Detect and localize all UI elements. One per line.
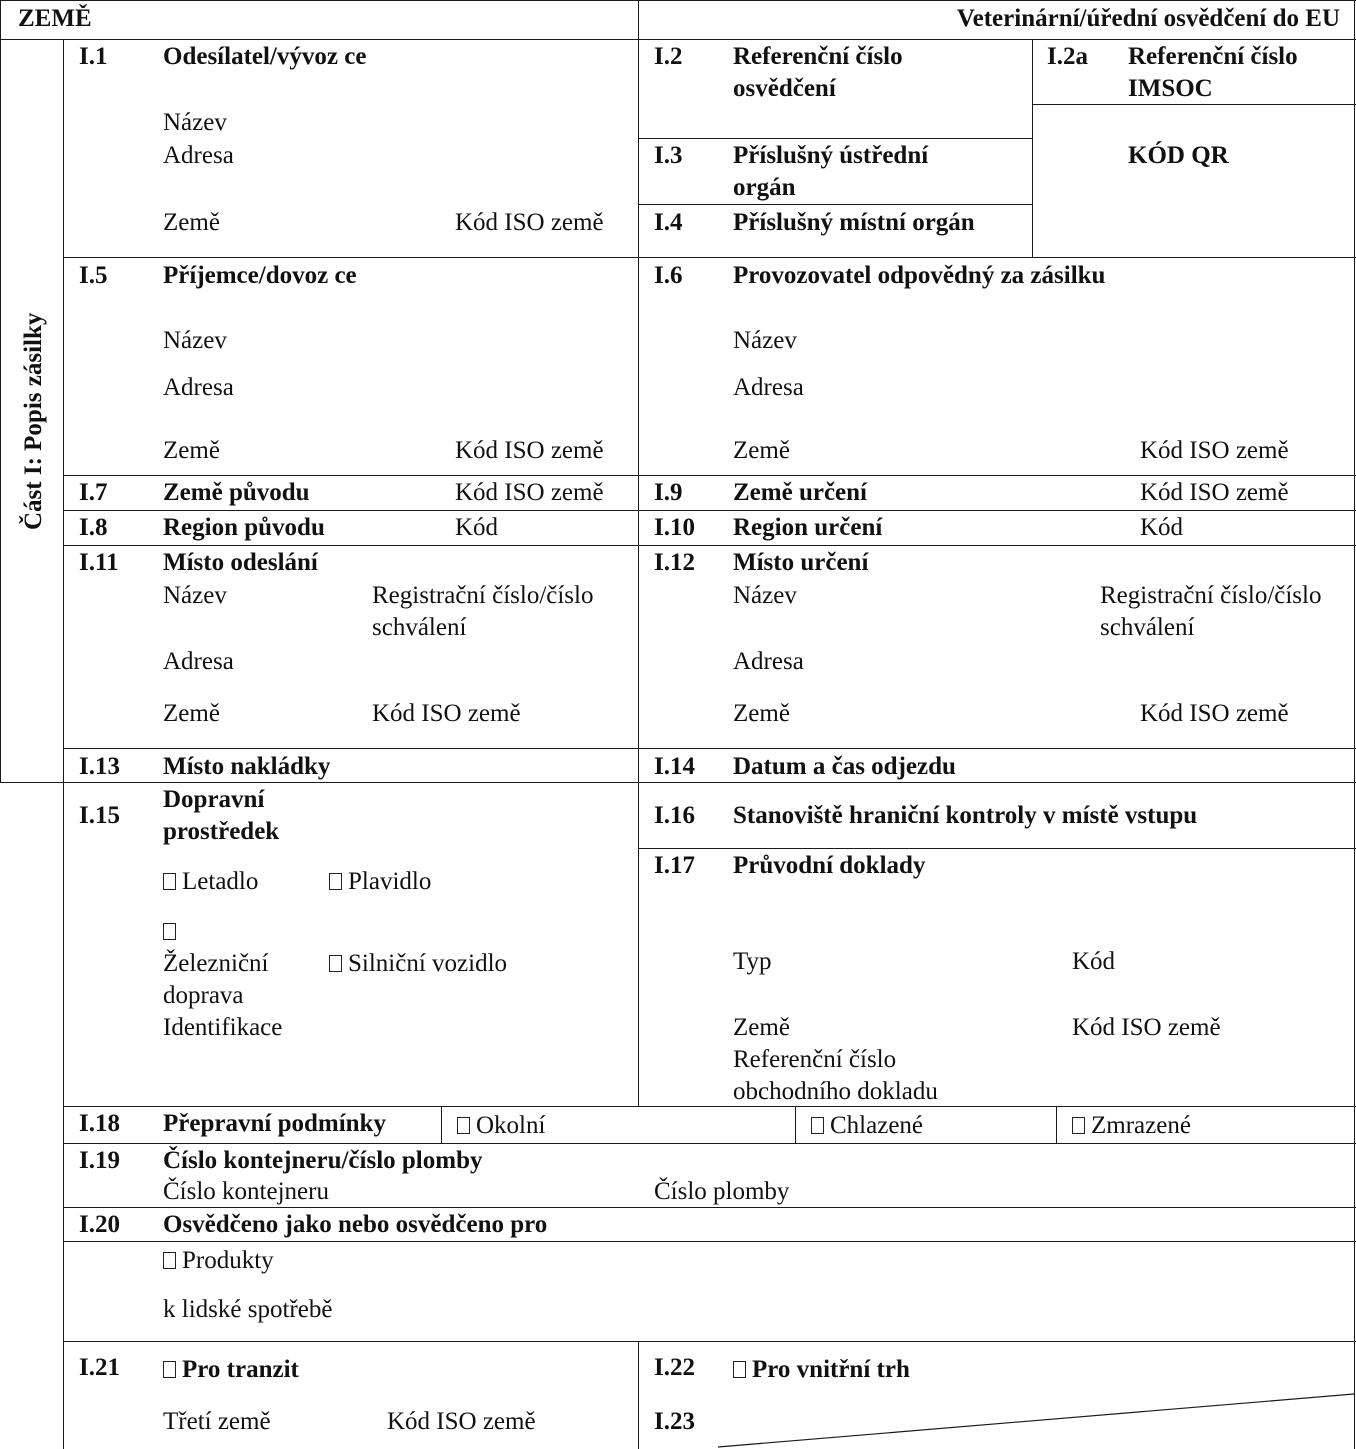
i21-third-country-label: Třetí země bbox=[163, 1408, 271, 1435]
frozen-label: Zmrazené bbox=[1091, 1112, 1191, 1139]
i11-title: Místo odeslání bbox=[163, 549, 318, 576]
i7-title: Země původu bbox=[163, 479, 310, 506]
checkbox-vessel[interactable] bbox=[329, 873, 342, 890]
ambient-label: Okolní bbox=[476, 1112, 546, 1139]
i17-code-label: Kód bbox=[1072, 948, 1116, 975]
i6-name-label: Název bbox=[733, 327, 797, 354]
i12-address-label: Adresa bbox=[733, 648, 804, 675]
i17-country-label: Země bbox=[733, 1014, 790, 1041]
i14-title: Datum a čas odjezdu bbox=[733, 753, 956, 780]
i17-title: Průvodní doklady bbox=[733, 852, 926, 879]
checkbox-aircraft[interactable] bbox=[163, 873, 176, 890]
i19-seal-label: Číslo plomby bbox=[654, 1178, 790, 1205]
i12-iso-label: Kód ISO země bbox=[1140, 700, 1289, 727]
header-country: ZEMĚ bbox=[18, 5, 92, 32]
i15-option-aircraft[interactable] bbox=[163, 866, 258, 898]
i10-code-label: Kód bbox=[1140, 514, 1184, 541]
i20-human-consumption-label: k lidské spotřebě bbox=[163, 1296, 333, 1323]
i11-registration-label: Registrační číslo/číslo schválení bbox=[372, 582, 594, 641]
chilled-label: Chlazené bbox=[830, 1112, 924, 1139]
i4-number: I.4 bbox=[654, 209, 683, 236]
i12-title: Místo určení bbox=[733, 549, 869, 576]
i19-container-label: Číslo kontejneru bbox=[163, 1178, 329, 1205]
vessel-label: Plavidlo bbox=[348, 868, 432, 895]
i2-number: I.2 bbox=[654, 43, 683, 70]
i12-country-label: Země bbox=[733, 700, 790, 727]
i5-name-label: Název bbox=[163, 327, 227, 354]
i18-option-chilled[interactable] bbox=[811, 1110, 923, 1142]
checkbox-chilled[interactable] bbox=[811, 1117, 824, 1134]
i13-number: I.13 bbox=[79, 753, 120, 780]
checkbox-ambient[interactable] bbox=[457, 1117, 470, 1134]
i18-title: Přepravní podmínky bbox=[163, 1110, 386, 1137]
i10-number: I.10 bbox=[654, 514, 695, 541]
i17-number: I.17 bbox=[654, 852, 695, 879]
i2-title: Referenční číslo osvědčení bbox=[733, 43, 903, 102]
products-label: Produkty bbox=[182, 1247, 274, 1274]
i15-option-rail[interactable] bbox=[163, 916, 182, 948]
i15-identification-label: Identifikace bbox=[163, 1014, 283, 1041]
i12-name-label: Název bbox=[733, 582, 797, 609]
transit-label: Pro tranzit bbox=[182, 1356, 299, 1383]
i5-country-label: Země bbox=[163, 437, 220, 464]
header-certificate-title: Veterinární/úřední osvědčení do EU bbox=[956, 5, 1340, 32]
i10-title: Region určení bbox=[733, 514, 883, 541]
i22-number: I.22 bbox=[654, 1354, 695, 1381]
i8-number: I.8 bbox=[79, 514, 108, 541]
i15-option-road[interactable] bbox=[329, 948, 507, 980]
i8-code-label: Kód bbox=[455, 514, 499, 541]
i19-title: Číslo kontejneru/číslo plomby bbox=[163, 1147, 483, 1174]
i11-number: I.11 bbox=[79, 549, 119, 576]
road-label: Silniční vozidlo bbox=[348, 950, 508, 977]
i6-number: I.6 bbox=[654, 262, 683, 289]
i23-number: I.23 bbox=[654, 1408, 695, 1435]
i17-commercial-doc-label: Referenční číslo obchodního dokladu bbox=[733, 1046, 938, 1105]
i7-number: I.7 bbox=[79, 479, 108, 506]
i6-title: Provozovatel odpovědný za zásilku bbox=[733, 262, 1106, 289]
i17-type-label: Typ bbox=[733, 948, 772, 975]
i8-title: Region původu bbox=[163, 514, 325, 541]
i16-number: I.16 bbox=[654, 802, 695, 829]
i17-iso-label: Kód ISO země bbox=[1072, 1014, 1221, 1041]
i15-title: Dopravní prostředek bbox=[163, 786, 280, 845]
i2a-number: I.2a bbox=[1047, 43, 1088, 70]
i3-title: Příslušný ústřední orgán bbox=[733, 142, 929, 201]
i20-option-products[interactable] bbox=[163, 1245, 274, 1277]
i12-number: I.12 bbox=[654, 549, 695, 576]
checkbox-transit[interactable] bbox=[163, 1361, 176, 1378]
i2a-qr-code: KÓD QR bbox=[1128, 142, 1229, 169]
i3-number: I.3 bbox=[654, 142, 683, 169]
aircraft-label: Letadlo bbox=[182, 868, 259, 895]
rail-label: Železniční doprava bbox=[163, 950, 269, 1009]
i18-number: I.18 bbox=[79, 1110, 120, 1137]
i21-iso-label: Kód ISO země bbox=[387, 1408, 536, 1435]
i19-number: I.19 bbox=[79, 1147, 120, 1174]
side-label-text: Část I: Popis zásilky bbox=[20, 312, 47, 530]
i21-number: I.21 bbox=[79, 1354, 120, 1381]
checkbox-rail[interactable] bbox=[163, 923, 176, 940]
i6-iso-label: Kód ISO země bbox=[1140, 437, 1289, 464]
i15-option-vessel[interactable] bbox=[329, 866, 431, 898]
i2a-title: Referenční číslo IMSOC bbox=[1128, 43, 1298, 102]
i11-name-label: Název bbox=[163, 582, 227, 609]
internal-market-label: Pro vnitřní trh bbox=[752, 1356, 910, 1383]
i6-address-label: Adresa bbox=[733, 374, 804, 401]
i14-number: I.14 bbox=[654, 753, 695, 780]
i5-iso-label: Kód ISO země bbox=[455, 437, 604, 464]
checkbox-products[interactable] bbox=[163, 1252, 176, 1269]
i6-country-label: Země bbox=[733, 437, 790, 464]
i11-iso-label: Kód ISO země bbox=[372, 700, 521, 727]
i16-title: Stanoviště hraniční kontroly v místě vstupu bbox=[733, 802, 1198, 829]
i1-name-label: Název bbox=[163, 109, 227, 136]
i18-option-ambient[interactable] bbox=[457, 1110, 545, 1142]
i13-title: Místo nakládky bbox=[163, 753, 331, 780]
i12-registration-label: Registrační číslo/číslo schválení bbox=[1100, 582, 1322, 641]
i1-title: Odesílatel/vývoz ce bbox=[163, 43, 367, 70]
i15-number: I.15 bbox=[79, 802, 120, 829]
i1-iso-label: Kód ISO země bbox=[455, 209, 604, 236]
i1-country-label: Země bbox=[163, 209, 220, 236]
checkbox-road[interactable] bbox=[329, 955, 342, 972]
i20-number: I.20 bbox=[79, 1211, 120, 1238]
i4-title: Příslušný místní orgán bbox=[733, 209, 975, 236]
i9-number: I.9 bbox=[654, 479, 683, 506]
i9-title: Země určení bbox=[733, 479, 867, 506]
i18-option-frozen[interactable] bbox=[1072, 1110, 1191, 1142]
i21-option-transit[interactable] bbox=[163, 1354, 299, 1386]
i20-title: Osvědčeno jako nebo osvědčeno pro bbox=[163, 1211, 548, 1238]
i5-title: Příjemce/dovoz ce bbox=[163, 262, 357, 289]
i22-option-internal-market[interactable] bbox=[733, 1354, 910, 1386]
i11-country-label: Země bbox=[163, 700, 220, 727]
i7-iso-label: Kód ISO země bbox=[455, 479, 604, 506]
i9-iso-label: Kód ISO země bbox=[1140, 479, 1289, 506]
i1-number: I.1 bbox=[79, 43, 108, 70]
i11-address-label: Adresa bbox=[163, 648, 234, 675]
checkbox-frozen[interactable] bbox=[1072, 1117, 1085, 1134]
checkbox-internal-market[interactable] bbox=[733, 1361, 746, 1378]
i5-number: I.5 bbox=[79, 262, 108, 289]
i1-address-label: Adresa bbox=[163, 142, 234, 169]
i5-address-label: Adresa bbox=[163, 374, 234, 401]
